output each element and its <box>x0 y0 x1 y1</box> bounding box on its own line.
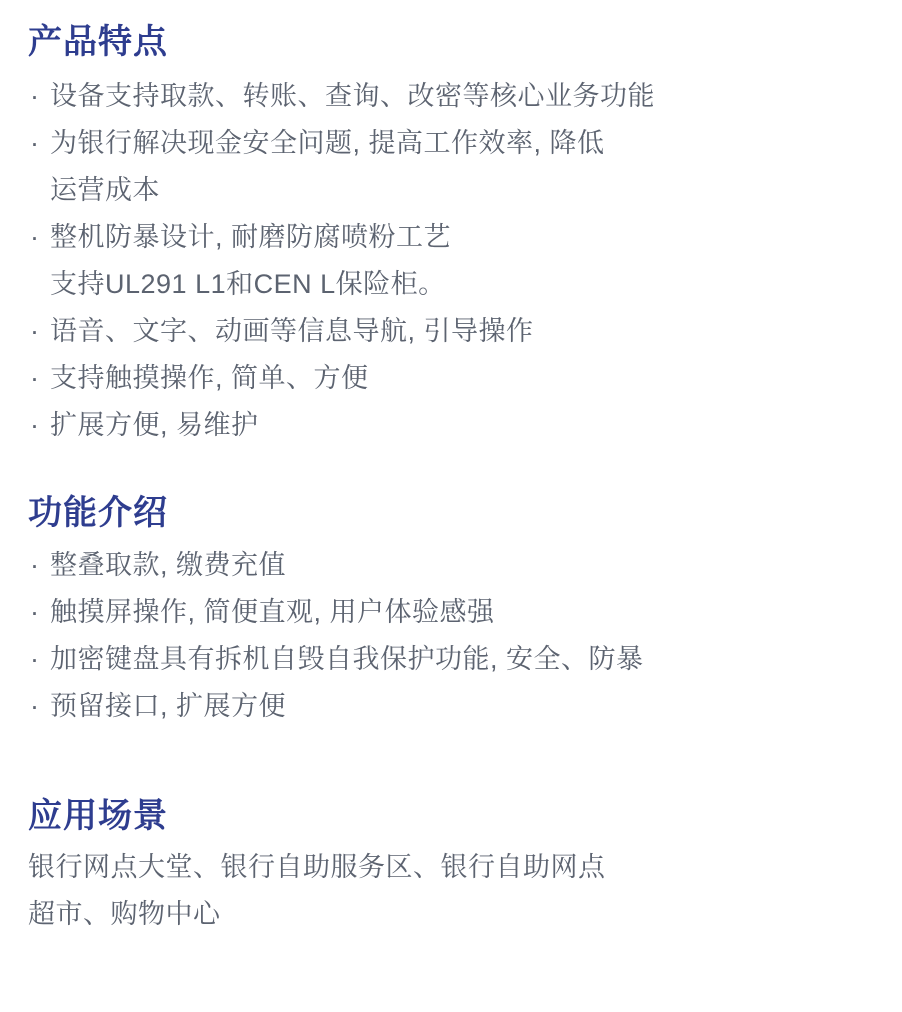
list-item-line: 运营成本 <box>50 174 160 205</box>
scenario-list <box>28 844 874 938</box>
list-item-line: 扩展方便, 易维护 <box>50 409 259 440</box>
bullet-icon: · <box>30 127 40 158</box>
list-item-line: 支持触摸操作, 简单、方便 <box>50 362 369 393</box>
bullet-icon: · <box>30 362 40 393</box>
page-title-product-features: 产品特点 <box>28 23 168 61</box>
list-item: 超市、购物中心 <box>28 899 221 930</box>
bullet-icon: · <box>30 409 40 440</box>
bullet-icon: · <box>30 690 40 721</box>
list-item-line: 语音、文字、动画等信息导航, 引导操作 <box>50 315 534 346</box>
section-divider-spacing <box>28 730 874 796</box>
bullet-icon: · <box>30 80 40 111</box>
list-item-line: 触摸屏操作, 简便直观, 用户体验感强 <box>50 596 495 627</box>
bullet-icon: · <box>30 643 40 674</box>
list-item <box>28 589 874 636</box>
list-item-line: 支持UL291 L1和CEN L保险柜。 <box>50 268 446 299</box>
list-item <box>28 683 874 730</box>
list-item <box>28 402 874 449</box>
section-divider-spacing <box>28 449 874 493</box>
list-item-line: 为银行解决现金安全问题, 提高工作效率, 降低 <box>50 127 605 158</box>
section-product-features <box>28 22 874 449</box>
list-item-line: 预留接口, 扩展方便 <box>50 690 287 721</box>
list-item-line: 整机防暴设计, 耐磨防腐喷粉工艺 <box>50 221 452 252</box>
list-item-line: 整叠取款, 缴费充值 <box>50 549 287 580</box>
list-item-line: 加密键盘具有拆机自毁自我保护功能, 安全、防暴 <box>50 643 644 674</box>
list-item: 银行网点大堂、银行自助服务区、银行自助网点 <box>28 852 606 883</box>
bullet-icon: · <box>30 596 40 627</box>
section-function-introduction <box>28 493 874 730</box>
bullet-icon: · <box>30 221 40 252</box>
list-item <box>28 542 874 589</box>
feature-list <box>28 73 874 449</box>
list-item <box>28 120 874 214</box>
list-item <box>28 73 874 120</box>
list-item <box>28 308 874 355</box>
bullet-icon: · <box>30 549 40 580</box>
list-item <box>28 214 874 308</box>
section-application-scenarios <box>28 796 874 939</box>
list-item <box>28 636 874 683</box>
page-title-function-introduction: 功能介绍 <box>28 493 168 532</box>
bullet-icon: · <box>30 315 40 346</box>
list-item-line: 设备支持取款、转账、查询、改密等核心业务功能 <box>50 80 655 111</box>
page-title-application-scenarios: 应用场景 <box>28 796 168 835</box>
function-list <box>28 542 874 730</box>
list-item <box>28 355 874 402</box>
